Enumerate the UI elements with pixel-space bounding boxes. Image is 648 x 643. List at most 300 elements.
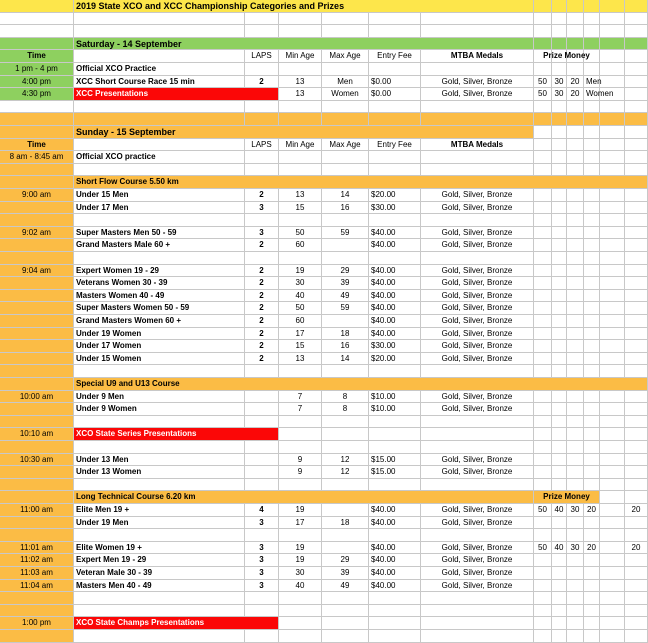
event-name: Veterans Women 30 - 39 <box>74 277 245 290</box>
sunday-title: Sunday - 15 September <box>74 126 534 139</box>
grid-cell <box>600 25 625 38</box>
grid-cell <box>567 416 584 428</box>
entry-fee-value: $40.00 <box>369 328 421 340</box>
grid-cell <box>369 529 421 542</box>
grid-cell <box>74 50 245 63</box>
grid-cell <box>567 353 584 365</box>
grid-cell <box>625 517 648 529</box>
grid-cell <box>600 479 625 491</box>
grid-cell <box>245 592 279 605</box>
prize-3rd: 30 <box>567 504 584 517</box>
prize-money-header: Prize Money <box>534 50 600 63</box>
grid-cell <box>600 441 625 454</box>
grid-cell <box>245 416 279 428</box>
medals-value: Gold, Silver, Bronze <box>421 315 534 328</box>
event-time <box>0 328 74 340</box>
grid-cell <box>552 302 567 315</box>
grid-cell <box>421 416 534 428</box>
grid-cell <box>322 113 369 126</box>
grid-cell <box>74 529 245 542</box>
grid-cell <box>584 340 600 353</box>
grid-cell <box>584 454 600 466</box>
grid-cell <box>567 554 584 567</box>
laps-value: 3 <box>245 542 279 554</box>
grid-cell <box>600 592 625 605</box>
grid-cell <box>600 491 625 504</box>
grid-cell <box>625 63 648 76</box>
grid-cell <box>600 542 625 554</box>
grid-cell <box>534 416 552 428</box>
grid-cell <box>279 13 322 25</box>
grid-cell <box>567 239 584 252</box>
grid-cell <box>625 567 648 580</box>
course-heading: Short Flow Course 5.50 km <box>74 176 648 189</box>
laps-value: 2 <box>245 290 279 302</box>
grid-cell <box>245 214 279 227</box>
grid-cell <box>625 454 648 466</box>
grid-cell <box>534 139 552 151</box>
grid-cell <box>625 88 648 101</box>
grid-cell <box>534 605 552 617</box>
medals-value: Gold, Silver, Bronze <box>421 277 534 290</box>
grid-cell <box>74 101 245 113</box>
grid-cell <box>625 189 648 202</box>
grid-cell <box>534 252 552 265</box>
grid-cell <box>625 353 648 365</box>
grid-cell <box>600 454 625 466</box>
grid-cell <box>74 416 245 428</box>
grid-cell <box>567 101 584 113</box>
entry-fee-value: $40.00 <box>369 265 421 277</box>
medals-value: Gold, Silver, Bronze <box>421 554 534 567</box>
grid-cell <box>600 466 625 479</box>
grid-cell <box>0 605 74 617</box>
min-age-value: 7 <box>279 403 322 416</box>
event-time <box>0 466 74 479</box>
max-age-value: Women <box>322 88 369 101</box>
grid-cell <box>552 391 567 403</box>
grid-cell <box>534 25 552 38</box>
grid-cell <box>534 441 552 454</box>
grid-cell <box>322 592 369 605</box>
entry-fee-value: $40.00 <box>369 239 421 252</box>
grid-cell <box>421 113 534 126</box>
prize-gender: Women <box>584 88 625 101</box>
max-age-header: Max Age <box>322 139 369 151</box>
grid-cell <box>600 605 625 617</box>
min-age-value: 40 <box>279 290 322 302</box>
laps-value: 2 <box>245 239 279 252</box>
prize-1st: 50 <box>534 76 552 88</box>
grid-cell <box>245 441 279 454</box>
prize-5th: 20 <box>625 542 648 554</box>
grid-cell <box>534 63 552 76</box>
grid-cell <box>0 101 74 113</box>
prize-3rd: 20 <box>567 76 584 88</box>
grid-cell <box>625 617 648 630</box>
grid-cell <box>584 113 600 126</box>
saturday-title: Saturday - 14 September <box>74 38 534 50</box>
event-time: 11:03 am <box>0 567 74 580</box>
min-age-header: Min Age <box>279 50 322 63</box>
medals-value: Gold, Silver, Bronze <box>421 239 534 252</box>
event-time: 10:30 am <box>0 454 74 466</box>
grid-cell <box>421 630 534 643</box>
min-age-value: 60 <box>279 315 322 328</box>
laps-value: 2 <box>245 265 279 277</box>
grid-cell <box>552 252 567 265</box>
grid-cell <box>74 441 245 454</box>
prize-1st: 50 <box>534 504 552 517</box>
grid-cell <box>421 214 534 227</box>
event-time: 4:30 pm <box>0 88 74 101</box>
grid-cell <box>369 428 421 441</box>
event-time: 4:00 pm <box>0 76 74 88</box>
prize-2nd: 30 <box>552 76 567 88</box>
grid-cell <box>584 0 600 13</box>
grid-cell <box>600 580 625 592</box>
grid-cell <box>322 630 369 643</box>
grid-cell <box>600 529 625 542</box>
grid-cell <box>567 630 584 643</box>
grid-cell <box>625 164 648 176</box>
grid-cell <box>600 340 625 353</box>
grid-cell <box>552 202 567 214</box>
grid-cell <box>0 378 74 391</box>
grid-cell <box>600 302 625 315</box>
grid-cell <box>625 151 648 164</box>
grid-cell <box>625 252 648 265</box>
grid-cell <box>567 403 584 416</box>
event-name: Under 9 Men <box>74 391 245 403</box>
grid-cell <box>279 592 322 605</box>
grid-cell <box>245 529 279 542</box>
grid-cell <box>322 214 369 227</box>
grid-cell <box>567 315 584 328</box>
laps-value: 3 <box>245 202 279 214</box>
grid-cell <box>421 25 534 38</box>
grid-cell <box>552 554 567 567</box>
medals-value: Gold, Silver, Bronze <box>421 466 534 479</box>
prize-1st: 50 <box>534 88 552 101</box>
medals-value: Gold, Silver, Bronze <box>421 504 534 517</box>
grid-cell <box>369 113 421 126</box>
grid-cell <box>625 50 648 63</box>
grid-cell <box>567 38 584 50</box>
grid-cell <box>584 214 600 227</box>
grid-cell <box>74 139 245 151</box>
max-age-value: 16 <box>322 340 369 353</box>
grid-cell <box>600 328 625 340</box>
event-name: Elite Women 19 + <box>74 542 245 554</box>
max-age-value: 39 <box>322 277 369 290</box>
grid-cell <box>600 139 625 151</box>
event-name: XCC Short Course Race 15 min <box>74 76 245 88</box>
grid-cell <box>552 365 567 378</box>
grid-cell <box>74 479 245 491</box>
event-name: Expert Men 19 - 29 <box>74 554 245 567</box>
grid-cell <box>279 101 322 113</box>
grid-cell <box>0 13 74 25</box>
entry-fee-value: $40.00 <box>369 517 421 529</box>
grid-cell <box>567 328 584 340</box>
grid-cell <box>421 151 534 164</box>
grid-cell <box>567 592 584 605</box>
grid-cell <box>584 617 600 630</box>
grid-cell <box>245 13 279 25</box>
grid-cell <box>534 479 552 491</box>
presentation-label: XCO State Champs Presentations <box>74 617 279 630</box>
grid-cell <box>322 365 369 378</box>
laps-value: 2 <box>245 189 279 202</box>
max-age-value: 14 <box>322 189 369 202</box>
grid-cell <box>534 0 552 13</box>
medals-value: Gold, Silver, Bronze <box>421 227 534 239</box>
grid-cell <box>322 164 369 176</box>
medals-value: Gold, Silver, Bronze <box>421 403 534 416</box>
event-time: 9:00 am <box>0 189 74 202</box>
grid-cell <box>584 126 600 139</box>
grid-cell <box>600 38 625 50</box>
grid-cell <box>567 517 584 529</box>
grid-cell <box>74 214 245 227</box>
medals-value: Gold, Silver, Bronze <box>421 290 534 302</box>
grid-cell <box>279 416 322 428</box>
medals-value: Gold, Silver, Bronze <box>421 340 534 353</box>
grid-cell <box>584 554 600 567</box>
grid-cell <box>534 227 552 239</box>
grid-cell <box>322 101 369 113</box>
grid-cell <box>584 252 600 265</box>
grid-cell <box>567 454 584 466</box>
grid-cell <box>534 126 552 139</box>
grid-cell <box>600 365 625 378</box>
grid-cell <box>245 479 279 491</box>
grid-cell <box>600 403 625 416</box>
grid-cell <box>552 265 567 277</box>
laps-value <box>245 454 279 466</box>
grid-cell <box>279 365 322 378</box>
prize-money-header: Prize Money <box>534 491 600 504</box>
grid-cell <box>584 265 600 277</box>
grid-cell <box>534 365 552 378</box>
event-time <box>0 302 74 315</box>
grid-cell <box>369 101 421 113</box>
grid-cell <box>552 63 567 76</box>
grid-cell <box>0 113 74 126</box>
prize-3rd: 20 <box>567 88 584 101</box>
grid-cell <box>534 580 552 592</box>
grid-cell <box>279 63 322 76</box>
event-time: 10:00 am <box>0 391 74 403</box>
prize-gender: Men <box>584 76 625 88</box>
event-time: 11:04 am <box>0 580 74 592</box>
grid-cell <box>625 605 648 617</box>
grid-cell <box>552 239 567 252</box>
grid-cell <box>534 617 552 630</box>
grid-cell <box>552 340 567 353</box>
grid-cell <box>322 441 369 454</box>
grid-cell <box>567 214 584 227</box>
grid-cell <box>625 13 648 25</box>
grid-cell <box>625 554 648 567</box>
grid-cell <box>534 13 552 25</box>
grid-cell <box>625 592 648 605</box>
entry-fee-value: $0.00 <box>369 88 421 101</box>
medals-value: Gold, Silver, Bronze <box>421 567 534 580</box>
grid-cell <box>567 340 584 353</box>
grid-cell <box>421 164 534 176</box>
grid-cell <box>552 214 567 227</box>
grid-cell <box>534 290 552 302</box>
grid-cell <box>584 277 600 290</box>
grid-cell <box>625 340 648 353</box>
grid-cell <box>0 25 74 38</box>
grid-cell <box>369 164 421 176</box>
entry-fee-value: $40.00 <box>369 277 421 290</box>
grid-cell <box>625 76 648 88</box>
grid-cell <box>74 13 245 25</box>
grid-cell <box>369 605 421 617</box>
prize-3rd: 30 <box>567 542 584 554</box>
event-name: Under 17 Women <box>74 340 245 353</box>
grid-cell <box>567 252 584 265</box>
grid-cell <box>584 290 600 302</box>
presentation-label: XCC Presentations <box>74 88 279 101</box>
grid-cell <box>279 25 322 38</box>
grid-cell <box>567 567 584 580</box>
grid-cell <box>625 328 648 340</box>
grid-cell <box>625 290 648 302</box>
grid-cell <box>600 164 625 176</box>
laps-value: 4 <box>245 504 279 517</box>
laps-value: 2 <box>245 340 279 353</box>
event-time: 1:00 pm <box>0 617 74 630</box>
event-time: 8 am - 8:45 am <box>0 151 74 164</box>
grid-cell <box>552 353 567 365</box>
grid-cell <box>552 567 567 580</box>
grid-cell <box>552 13 567 25</box>
medals-value: Gold, Silver, Bronze <box>421 580 534 592</box>
grid-cell <box>584 592 600 605</box>
max-age-value: 8 <box>322 403 369 416</box>
event-name: Under 19 Men <box>74 517 245 529</box>
grid-cell <box>600 113 625 126</box>
medals-value: Gold, Silver, Bronze <box>421 353 534 365</box>
min-age-value: 13 <box>279 76 322 88</box>
grid-cell <box>567 189 584 202</box>
laps-value <box>245 391 279 403</box>
min-age-value: 13 <box>279 88 322 101</box>
grid-cell <box>279 605 322 617</box>
grid-cell <box>322 605 369 617</box>
grid-cell <box>279 252 322 265</box>
grid-cell <box>552 592 567 605</box>
entry-fee-value: $40.00 <box>369 227 421 239</box>
grid-cell <box>625 239 648 252</box>
grid-cell <box>584 630 600 643</box>
min-age-value: 19 <box>279 554 322 567</box>
event-name: Super Masters Women 50 - 59 <box>74 302 245 315</box>
grid-cell <box>567 302 584 315</box>
grid-cell <box>552 605 567 617</box>
grid-cell <box>625 302 648 315</box>
grid-cell <box>534 554 552 567</box>
grid-cell <box>584 441 600 454</box>
grid-cell <box>584 101 600 113</box>
grid-cell <box>584 202 600 214</box>
grid-cell <box>600 202 625 214</box>
grid-cell <box>625 277 648 290</box>
min-age-value: 9 <box>279 454 322 466</box>
min-age-value: 30 <box>279 277 322 290</box>
max-age-value: 29 <box>322 265 369 277</box>
max-age-value: 12 <box>322 454 369 466</box>
grid-cell <box>625 580 648 592</box>
grid-cell <box>245 365 279 378</box>
grid-cell <box>552 139 567 151</box>
grid-cell <box>567 202 584 214</box>
grid-cell <box>567 164 584 176</box>
grid-cell <box>552 617 567 630</box>
min-age-value: 9 <box>279 466 322 479</box>
grid-cell <box>552 38 567 50</box>
grid-cell <box>421 529 534 542</box>
grid-cell <box>567 227 584 239</box>
max-age-value: 59 <box>322 302 369 315</box>
grid-cell <box>584 428 600 441</box>
grid-cell <box>552 164 567 176</box>
grid-cell <box>584 38 600 50</box>
grid-cell <box>600 265 625 277</box>
grid-cell <box>534 592 552 605</box>
grid-cell <box>534 302 552 315</box>
grid-cell <box>625 113 648 126</box>
grid-cell <box>625 466 648 479</box>
grid-cell <box>421 63 534 76</box>
grid-cell <box>552 227 567 239</box>
laps-value <box>245 403 279 416</box>
grid-cell <box>534 529 552 542</box>
entry-fee-value: $20.00 <box>369 189 421 202</box>
grid-cell <box>567 113 584 126</box>
min-age-value: 40 <box>279 580 322 592</box>
event-name: Grand Masters Male 60 + <box>74 239 245 252</box>
grid-cell <box>322 428 369 441</box>
grid-cell <box>279 529 322 542</box>
min-age-value: 19 <box>279 542 322 554</box>
event-time <box>0 277 74 290</box>
grid-cell <box>567 63 584 76</box>
grid-cell <box>245 113 279 126</box>
grid-cell <box>552 416 567 428</box>
grid-cell <box>600 151 625 164</box>
grid-cell <box>584 403 600 416</box>
grid-cell <box>322 529 369 542</box>
grid-cell <box>567 265 584 277</box>
grid-cell <box>279 441 322 454</box>
grid-cell <box>552 517 567 529</box>
grid-cell <box>584 189 600 202</box>
grid-cell <box>0 164 74 176</box>
max-age-value <box>322 542 369 554</box>
grid-cell <box>322 63 369 76</box>
grid-cell <box>567 25 584 38</box>
max-age-value: 49 <box>322 290 369 302</box>
grid-cell <box>279 151 322 164</box>
grid-cell <box>74 252 245 265</box>
grid-cell <box>369 592 421 605</box>
